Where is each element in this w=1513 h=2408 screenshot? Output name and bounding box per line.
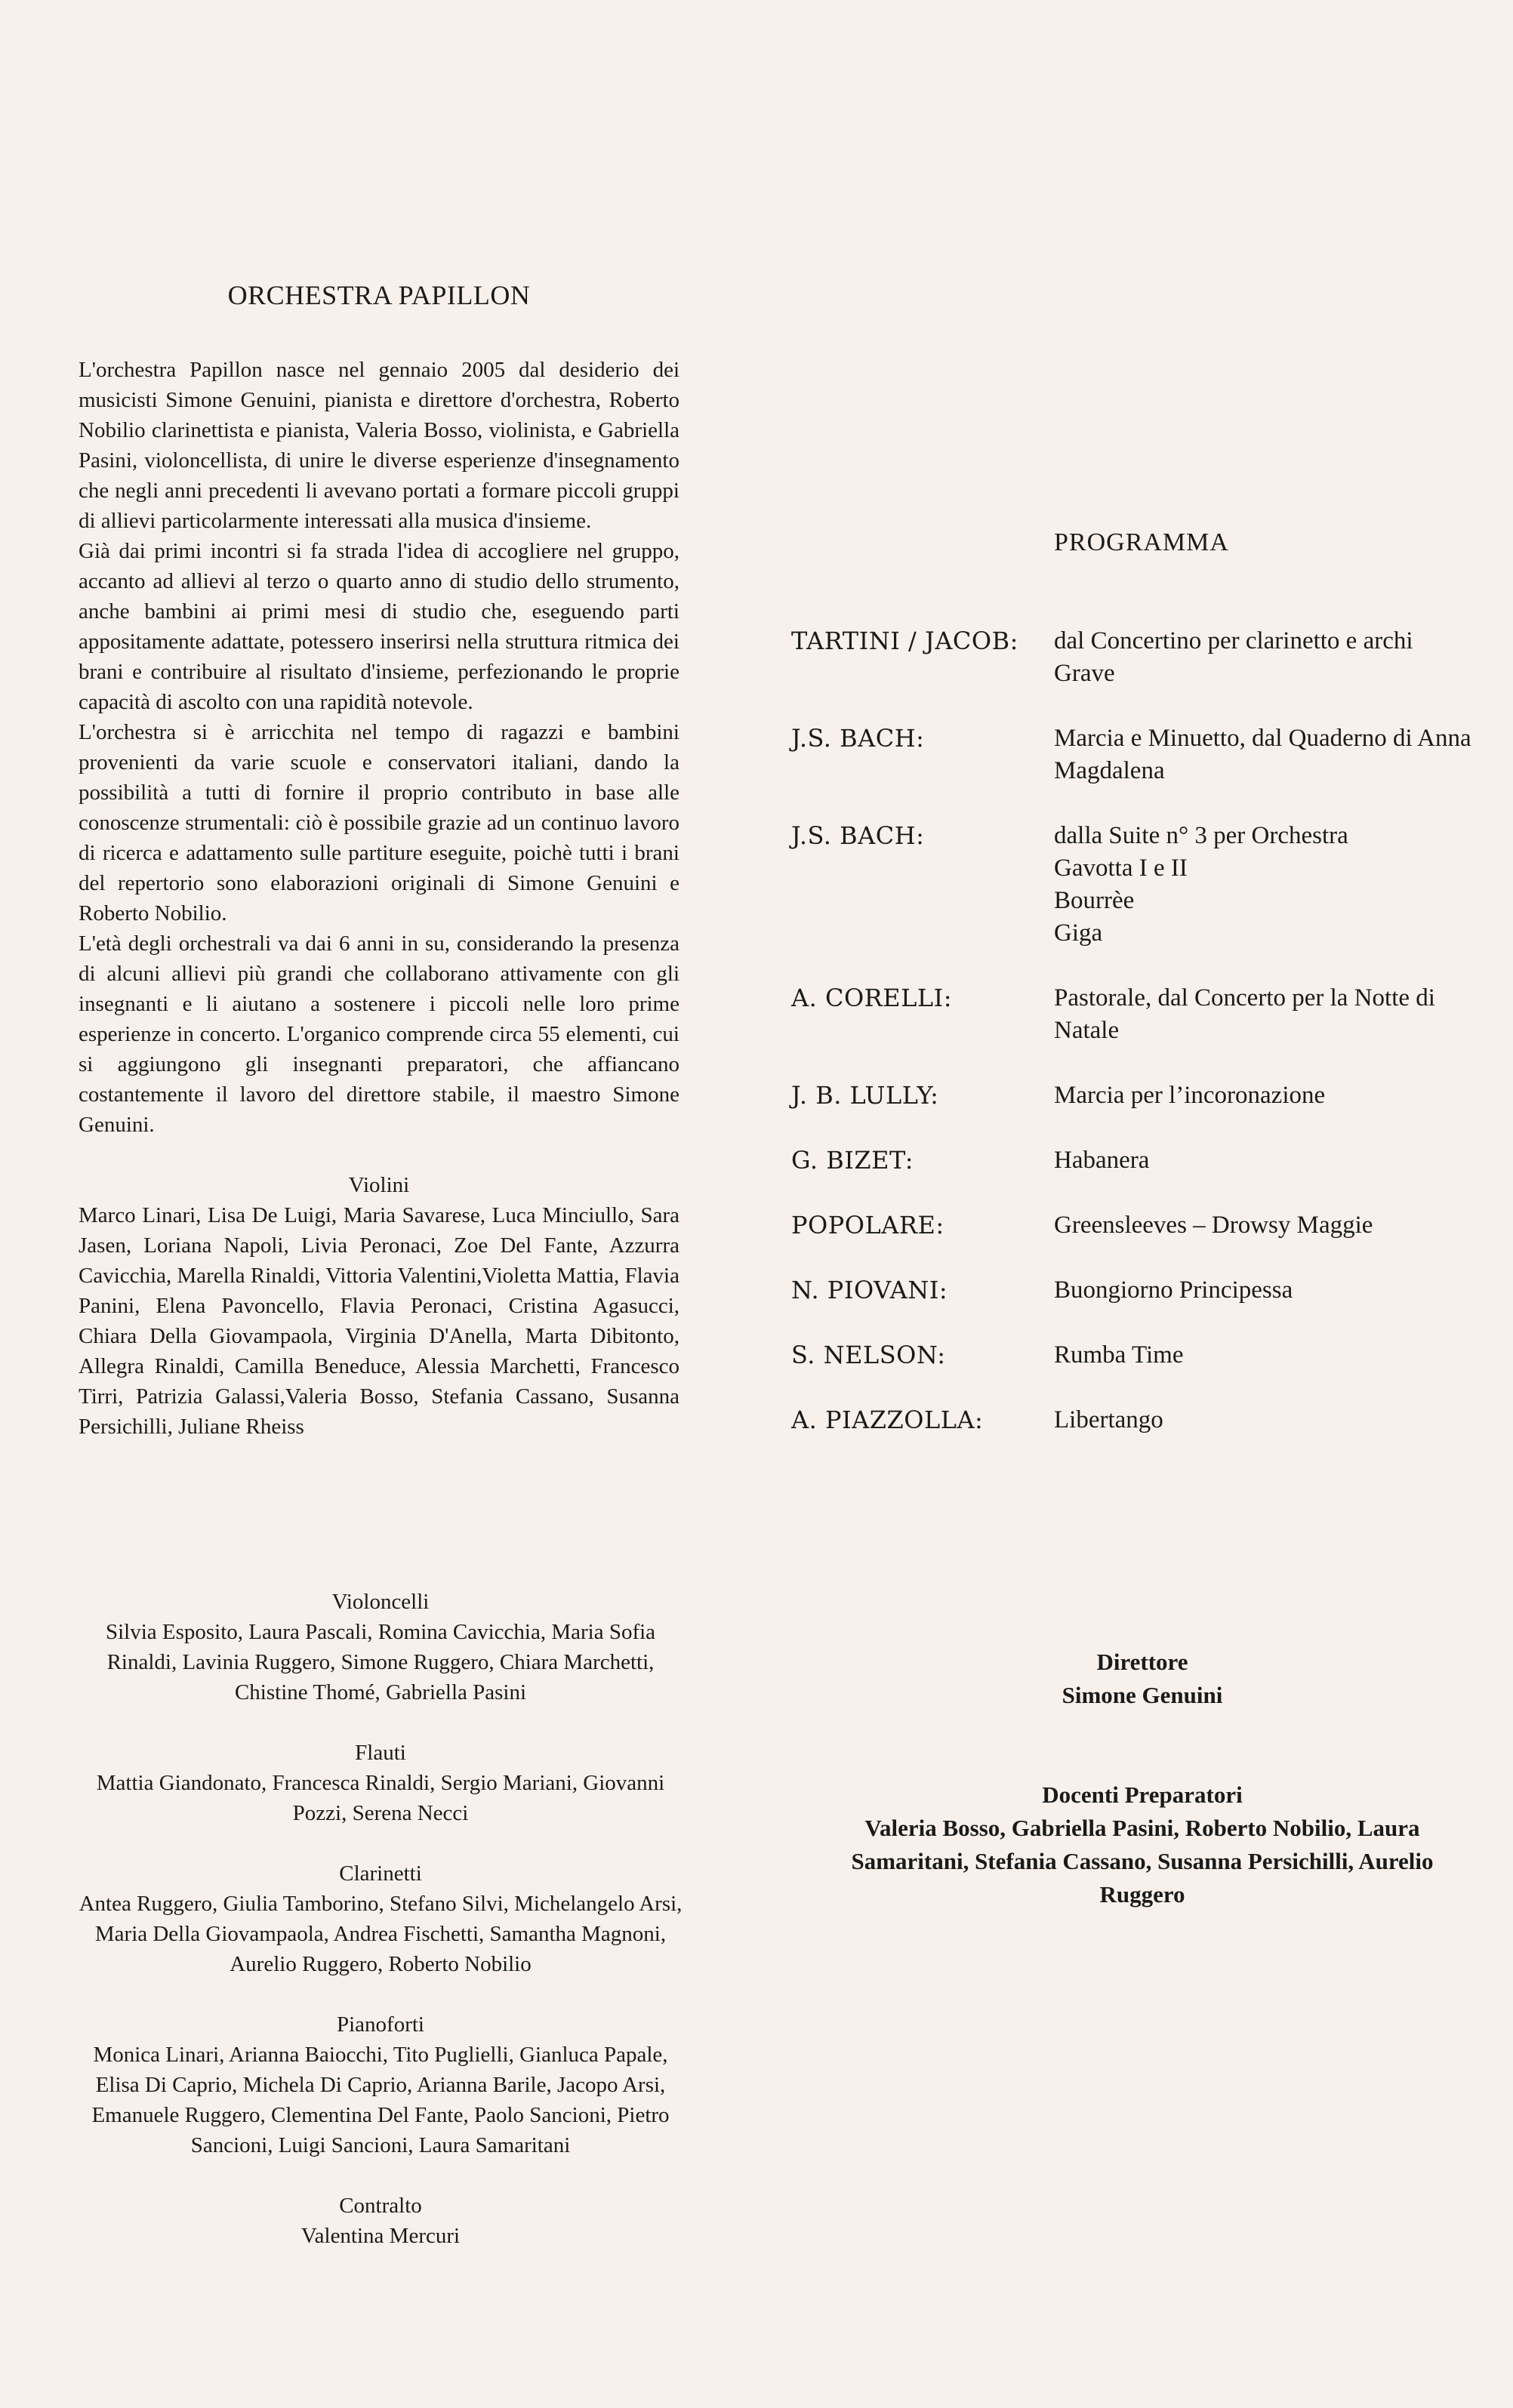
work-title: Marcia per l’incoronazione [1054, 1082, 1326, 1109]
description-paragraph: L'orchestra si è arricchita nel tempo di ragazzi e bambini provenienti da varie scuole e conservatori italiani, dando la possibilità a tutti di fornire il proprio contributo in base alle conoscenze strumentali: ciò è possibile grazie ad un continuo lavoro di ricerca e adattamento sulle partiture eseguite, poichè tutti i brani del repertorio sono elaborazioni originali di Simone Genuini e Roberto Nobilio. [79, 720, 679, 925]
programma-section [791, 528, 1493, 1469]
programma-item [791, 1144, 1493, 1177]
work-title: dal Concertino per clarinetto e archi [1054, 627, 1413, 654]
programma-item [791, 1404, 1493, 1436]
violini-names: Marco Linari, Lisa De Luigi, Maria Savarese, Luca Minciullo, Sara Jasen, Loriana Napoli, Livia Peronaci, Zoe Del Fante, Azzurra Cavicchia, Marella Rinaldi, Vittoria Valentini,Violetta Mattia, Flavia Panini, Elena Pavoncello, Flavia Peronaci, Cristina Agasucci, Chiara Della Giovampaola, Virginia D'Anella, Marta Dibitonto, Allegra Rinaldi, Camilla Beneduce, Alessia Marchetti, Francesco Tirri, Patrizia Galassi,Valeria Bosso, Stefania Cassano, Susanna Persichilli, Juliane Rheiss [79, 1203, 679, 1439]
orchestra-title: ORCHESTRA PAPILLON [227, 280, 531, 310]
work-title: Giga [1054, 919, 1103, 947]
clarinetti-heading: Clarinetti [339, 1861, 422, 1886]
work-title: Habanera [1054, 1147, 1150, 1174]
composer-name: J.S. BACH: [791, 724, 925, 753]
pianoforti-section [79, 2009, 683, 2160]
violini-heading: Violini [348, 1173, 410, 1197]
work-title: Pastorale, dal Concerto per la Notte di Natale [1054, 984, 1435, 1044]
work-title: Marcia e Minuetto, dal Quaderno di Anna Magdalena [1054, 725, 1471, 784]
programma-item [791, 1079, 1493, 1112]
composer-name: S. NELSON: [791, 1341, 946, 1369]
works-list [1054, 982, 1493, 1047]
work-title: dalla Suite n° 3 per Orchestra [1054, 822, 1348, 849]
work-title: Grave [1054, 660, 1115, 687]
composer-name: J.S. BACH: [791, 821, 925, 850]
description-paragraph: L'età degli orchestrali va dai 6 anni in su, considerando la presenza di alcuni allievi più grandi che collaborano attivamente con gli insegnanti e li aiutano a sostenere i piccoli nelle loro prime esperienze in concerto. L'organico comprende circa 55 elementi, cui si aggiungono gli insegnanti preparatori, che affiancano costantemente il lavoro del direttore stabile, il maestro Simone Genuini. [79, 931, 679, 1137]
docenti-names: Valeria Bosso, Gabriella Pasini, Roberto Nobilio, Laura Samaritani, Stefania Cassano, Susanna Persichilli, Aurelio Ruggero [851, 1815, 1434, 1908]
composer-name: TARTINI / JACOB: [791, 627, 1018, 655]
programma-item [791, 1274, 1493, 1307]
contralto-heading: Contralto [339, 2194, 422, 2218]
clarinetti-section [79, 1858, 683, 1979]
clarinetti-names: Antea Ruggero, Giulia Tamborino, Stefano Silvi, Michelangelo Arsi, Maria Della Giovampaola, Andrea Fischetti, Samantha Magnoni, Aurelio Ruggero, Roberto Nobilio [79, 1892, 683, 1976]
violoncelli-heading: Violoncelli [331, 1590, 430, 1614]
work-title: Greensleeves – Drowsy Maggie [1054, 1212, 1373, 1239]
works-list [1054, 1209, 1493, 1242]
work-title: Gavotta I e II [1054, 855, 1188, 882]
works-list [1054, 1079, 1493, 1112]
direttore-label: Direttore [1096, 1649, 1188, 1675]
violoncelli-names: Silvia Esposito, Laura Pascali, Romina Cavicchia, Maria Sofia Rinaldi, Lavinia Ruggero, Simone Ruggero, Chiara Marchetti, Chistine Thomé, Gabriella Pasini [105, 1620, 656, 1704]
composer-name: G. BIZET: [791, 1146, 914, 1175]
works-list [1054, 625, 1493, 690]
works-list [1054, 1339, 1493, 1372]
description-paragraph: L'orchestra Papillon nasce nel gennaio 2005 dal desiderio dei musicisti Simone Genuini, pianista e direttore d'orchestra, Roberto Nobilio clarinettista e pianista, Valeria Bosso, violinista, e Gabriella Pasini, violoncellista, di unire le diverse esperienze d'insegnamento che negli anni precedenti li avevano portati a formare piccoli gruppi di allievi particolarmente interessati alla musica d'insieme. [79, 358, 679, 533]
work-title: Libertango [1054, 1406, 1163, 1433]
works-list [1054, 1274, 1493, 1307]
docenti-label: Docenti Preparatori [1042, 1781, 1243, 1808]
programma-item [791, 1339, 1493, 1372]
orchestra-description [79, 355, 679, 1140]
programma-item [791, 625, 1493, 690]
composer-name: A. CORELLI: [791, 984, 953, 1012]
works-list [1054, 820, 1493, 950]
orchestra-section [79, 279, 679, 1442]
description-paragraph: Già dai primi incontri si fa strada l'idea di accogliere nel gruppo, accanto ad allievi al terzo o quarto anno di studio dello strumento, anche bambini ai primi mesi di studio che, eseguendo parti appositamente adattate, potessero inserirsi nella struttura ritmica dei brani e contribuire al risultato d'insieme, perfezionando le proprie capacità di ascolto con una rapidità notevole. [79, 539, 679, 714]
programma-item [791, 820, 1493, 950]
contralto-names: Valentina Mercuri [300, 2224, 461, 2248]
programma-list [791, 625, 1493, 1436]
work-title: Rumba Time [1054, 1341, 1184, 1369]
work-title: Bourrèe [1054, 887, 1135, 914]
pianoforti-heading: Pianoforti [337, 2012, 424, 2037]
programma-item [791, 1209, 1493, 1242]
composer-name: A. PIAZZOLLA: [791, 1406, 984, 1434]
programma-title: PROGRAMMA [1054, 528, 1229, 556]
flauti-names: Mattia Giandonato, Francesca Rinaldi, Sergio Mariani, Giovanni Pozzi, Serena Necci [96, 1771, 665, 1825]
violini-section [79, 1170, 679, 1442]
contralto-section [79, 2191, 683, 2251]
staff-section [791, 1646, 1493, 1911]
pianoforti-names: Monica Linari, Arianna Baiocchi, Tito Puglielli, Gianluca Papale, Elisa Di Caprio, Michela Di Caprio, Arianna Barile, Jacopo Arsi, Emanuele Ruggero, Clementina Del Fante, Paolo Sancioni, Pietro Sancioni, Luigi Sancioni, Laura Samaritani [91, 2043, 670, 2157]
direttore-name: Simone Genuini [1062, 1682, 1223, 1708]
violoncelli-section [79, 1587, 683, 1707]
programma-item [791, 982, 1493, 1047]
composer-name: J. B. LULLY: [791, 1081, 939, 1110]
work-title: Buongiorno Principessa [1054, 1276, 1293, 1304]
composer-name: POPOLARE: [791, 1211, 944, 1239]
works-list [1054, 1144, 1493, 1177]
works-list [1054, 722, 1493, 787]
flauti-heading: Flauti [355, 1741, 406, 1765]
programma-item [791, 722, 1493, 787]
flauti-section [79, 1738, 683, 1828]
composer-name: N. PIOVANI: [791, 1276, 948, 1304]
works-list [1054, 1404, 1493, 1436]
instrument-sections [79, 1587, 683, 2281]
